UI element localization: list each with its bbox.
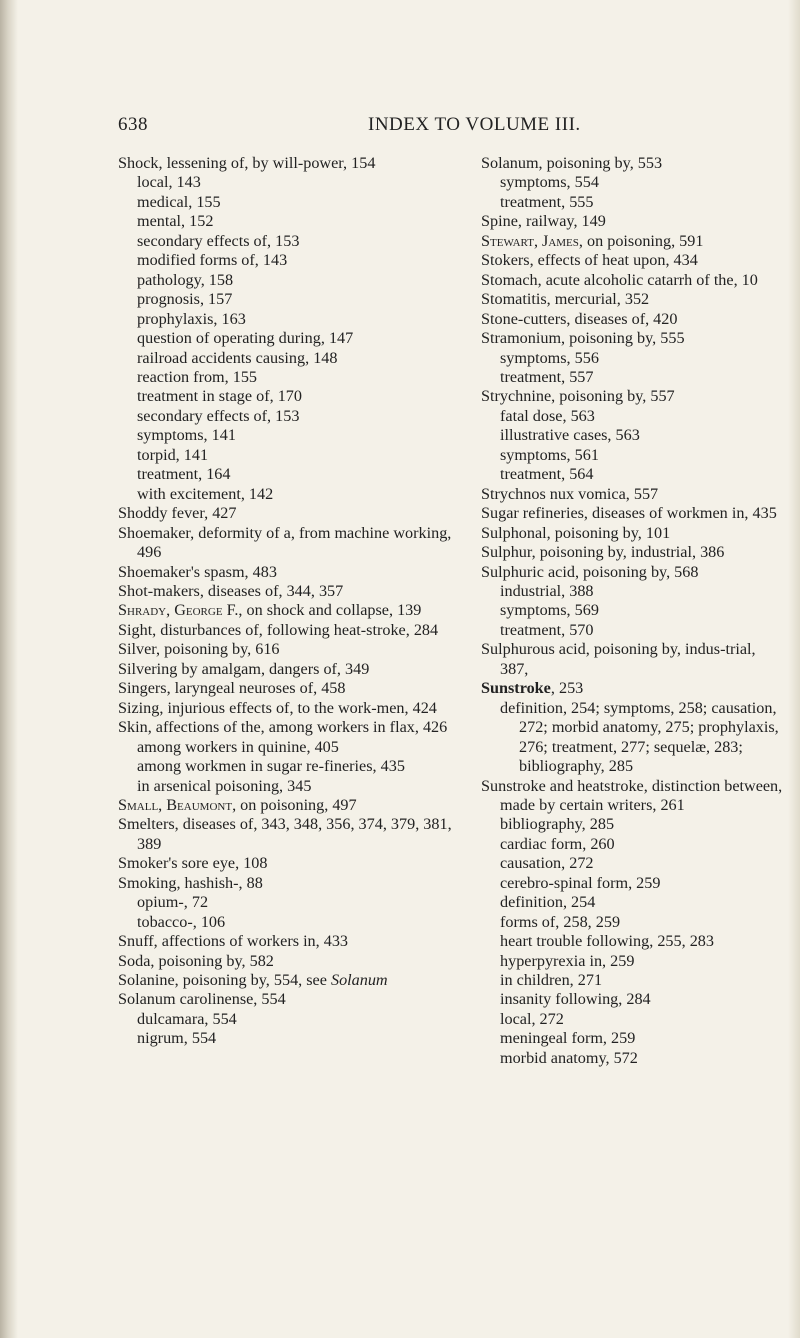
index-entry: Stomach, acute alcoholic catarrh of the, 10 (481, 270, 758, 289)
index-entry: Sugar refineries, diseases of workmen in, 435 (481, 504, 777, 523)
index-entry: Spine, railway, 149 (481, 212, 606, 231)
index-subentry: definition, 254 (500, 893, 596, 912)
index-subentry: fatal dose, 563 (500, 406, 595, 425)
index-subentry: treatment, 164 (137, 465, 231, 484)
index-subentry: cardiac form, 260 (500, 834, 615, 853)
index-entry: Smoking, hashish-, 88 (118, 873, 263, 892)
index-subentry: meningeal form, 259 (500, 1029, 636, 1048)
index-subentry: treatment, 557 (500, 367, 594, 386)
index-subentry: symptoms, 141 (137, 426, 236, 445)
index-subentry: treatment, 555 (500, 192, 594, 211)
index-subentry: secondary effects of, 153 (137, 231, 300, 250)
index-entry: Shoemaker's spasm, 483 (118, 562, 277, 581)
index-subentry: in arsenical poisoning, 345 (137, 776, 312, 795)
index-entry: Solanine, poisoning by, 554, see Solanum (118, 971, 388, 990)
index-entry: Stokers, effects of heat upon, 434 (481, 251, 698, 270)
index-subentry: definition, 254; symptoms, 258; causation, 272; morbid anatomy, 275; prophylaxis, 276; treatment, 277; sequelæ, 283; bibliography, 285 (500, 698, 779, 776)
index-subentry: among workers in quinine, 405 (137, 737, 339, 756)
index-subentry: among workmen in sugar re-fineries, 435 (137, 757, 405, 776)
index-subentry: question of operating during, 147 (137, 329, 354, 348)
index-entry: Sunstroke and heatstroke, distinction between, made by certain writers, 261 (481, 776, 783, 814)
index-subentry: symptoms, 554 (500, 173, 599, 192)
index-entry: Sizing, injurious effects of, to the work-men, 424 (118, 698, 437, 717)
index-subentry: tobacco-, 106 (137, 912, 226, 931)
index-subentry: symptoms, 569 (500, 601, 599, 620)
index-entry: Strychnine, poisoning by, 557 (481, 387, 675, 406)
index-subentry: reaction from, 155 (137, 367, 258, 386)
index-entry: Sulphuric acid, poisoning by, 568 (481, 562, 699, 581)
index-entry: Small, Beaumont, on poisoning, 497 (118, 795, 357, 814)
index-subentry: mental, 152 (137, 212, 214, 231)
index-entry: Stewart, James, on poisoning, 591 (481, 231, 704, 250)
index-subentry: pathology, 158 (137, 270, 234, 289)
page-number: 638 (118, 114, 148, 135)
index-subentry: dulcamara, 554 (137, 1009, 237, 1028)
index-entry: Silvering by amalgam, dangers of, 349 (118, 659, 370, 678)
index-entry: Soda, poisoning by, 582 (118, 951, 274, 970)
index-entry: Shock, lessening of, by will-power, 154 (118, 154, 376, 172)
index-entry: Shoemaker, deformity of a, from machine working, 496 (118, 523, 452, 562)
index-entry: Strychnos nux vomica, 557 (481, 484, 659, 503)
index-entry: Sulphonal, poisoning by, 101 (481, 523, 671, 542)
index-subentry: symptoms, 561 (500, 445, 599, 464)
index-subentry: local, 272 (500, 1009, 564, 1028)
index-subentry: torpid, 141 (137, 445, 209, 464)
binding-shadow (0, 0, 18, 1338)
index-entry: Skin, affections of the, among workers in flax, 426 (118, 718, 448, 737)
index-entry: Smoker's sore eye, 108 (118, 854, 268, 873)
index-entry: Shrady, George F., on shock and collapse, 139 (118, 601, 422, 620)
index-subentry: local, 143 (137, 173, 201, 192)
index-subentry: hyperpyrexia in, 259 (500, 951, 635, 970)
index-entry: Singers, laryngeal neuroses of, 458 (118, 679, 346, 698)
index-subentry: causation, 272 (500, 854, 594, 873)
index-entry: Silver, poisoning by, 616 (118, 640, 280, 659)
running-title: INDEX TO VOLUME III. (368, 114, 581, 135)
index-subentry: treatment, 564 (500, 465, 594, 484)
index-entry: Snuff, affections of workers in, 433 (118, 932, 349, 951)
index-entry: Stone-cutters, diseases of, 420 (481, 309, 678, 328)
index-entry: Shot-makers, diseases of, 344, 357 (118, 581, 344, 600)
index-subentry: bibliography, 285 (500, 815, 615, 834)
index-subentry: opium-, 72 (137, 893, 209, 912)
index-entry: Solanum carolinense, 554 (118, 990, 286, 1009)
index-entry: Stramonium, poisoning by, 555 (481, 329, 685, 348)
index-subentry: nigrum, 554 (137, 1029, 217, 1048)
index-entry: Sight, disturbances of, following heat-stroke, 284 (118, 620, 439, 639)
index-entry: Shoddy fever, 427 (118, 504, 237, 523)
page-edge-shadow (788, 0, 800, 1338)
index-subentry: with excitement, 142 (137, 484, 274, 503)
index-subentry: forms of, 258, 259 (500, 912, 621, 931)
index-entry: Sulphur, poisoning by, industrial, 386 (481, 543, 725, 562)
index-subentry: treatment, 570 (500, 620, 594, 639)
index-subentry: modified forms of, 143 (137, 251, 288, 270)
index-subentry: illustrative cases, 563 (500, 426, 640, 445)
index-subentry: railroad accidents causing, 148 (137, 348, 338, 367)
index-entry: Sunstroke, 253 (481, 679, 584, 698)
index-subentry: secondary effects of, 153 (137, 406, 300, 425)
index-entry: Solanum, poisoning by, 553 (481, 154, 663, 172)
index-entry: Stomatitis, mercurial, 352 (481, 290, 650, 309)
index-subentry: insanity following, 284 (500, 990, 651, 1009)
index-subentry: prognosis, 157 (137, 290, 233, 309)
index-subentry: symptoms, 556 (500, 348, 599, 367)
index-subentry: heart trouble following, 255, 283 (500, 932, 714, 951)
index-subentry: medical, 155 (137, 192, 221, 211)
index-subentry: morbid anatomy, 572 (500, 1048, 638, 1067)
index-subentry: in children, 271 (500, 971, 603, 990)
index-subentry: prophylaxis, 163 (137, 309, 246, 328)
index-column-left (118, 154, 458, 1049)
index-subentry: industrial, 388 (500, 581, 594, 600)
index-subentry: cerebro-spinal form, 259 (500, 873, 661, 892)
page-header (118, 114, 698, 138)
index-entry: Smelters, diseases of, 343, 348, 356, 374, 379, 381, 389 (118, 815, 452, 853)
index-subentry: treatment in stage of, 170 (137, 387, 302, 406)
index-entry: Sulphurous acid, poisoning by, indus-trial, 387, (481, 640, 756, 678)
index-column-right (481, 154, 787, 1068)
